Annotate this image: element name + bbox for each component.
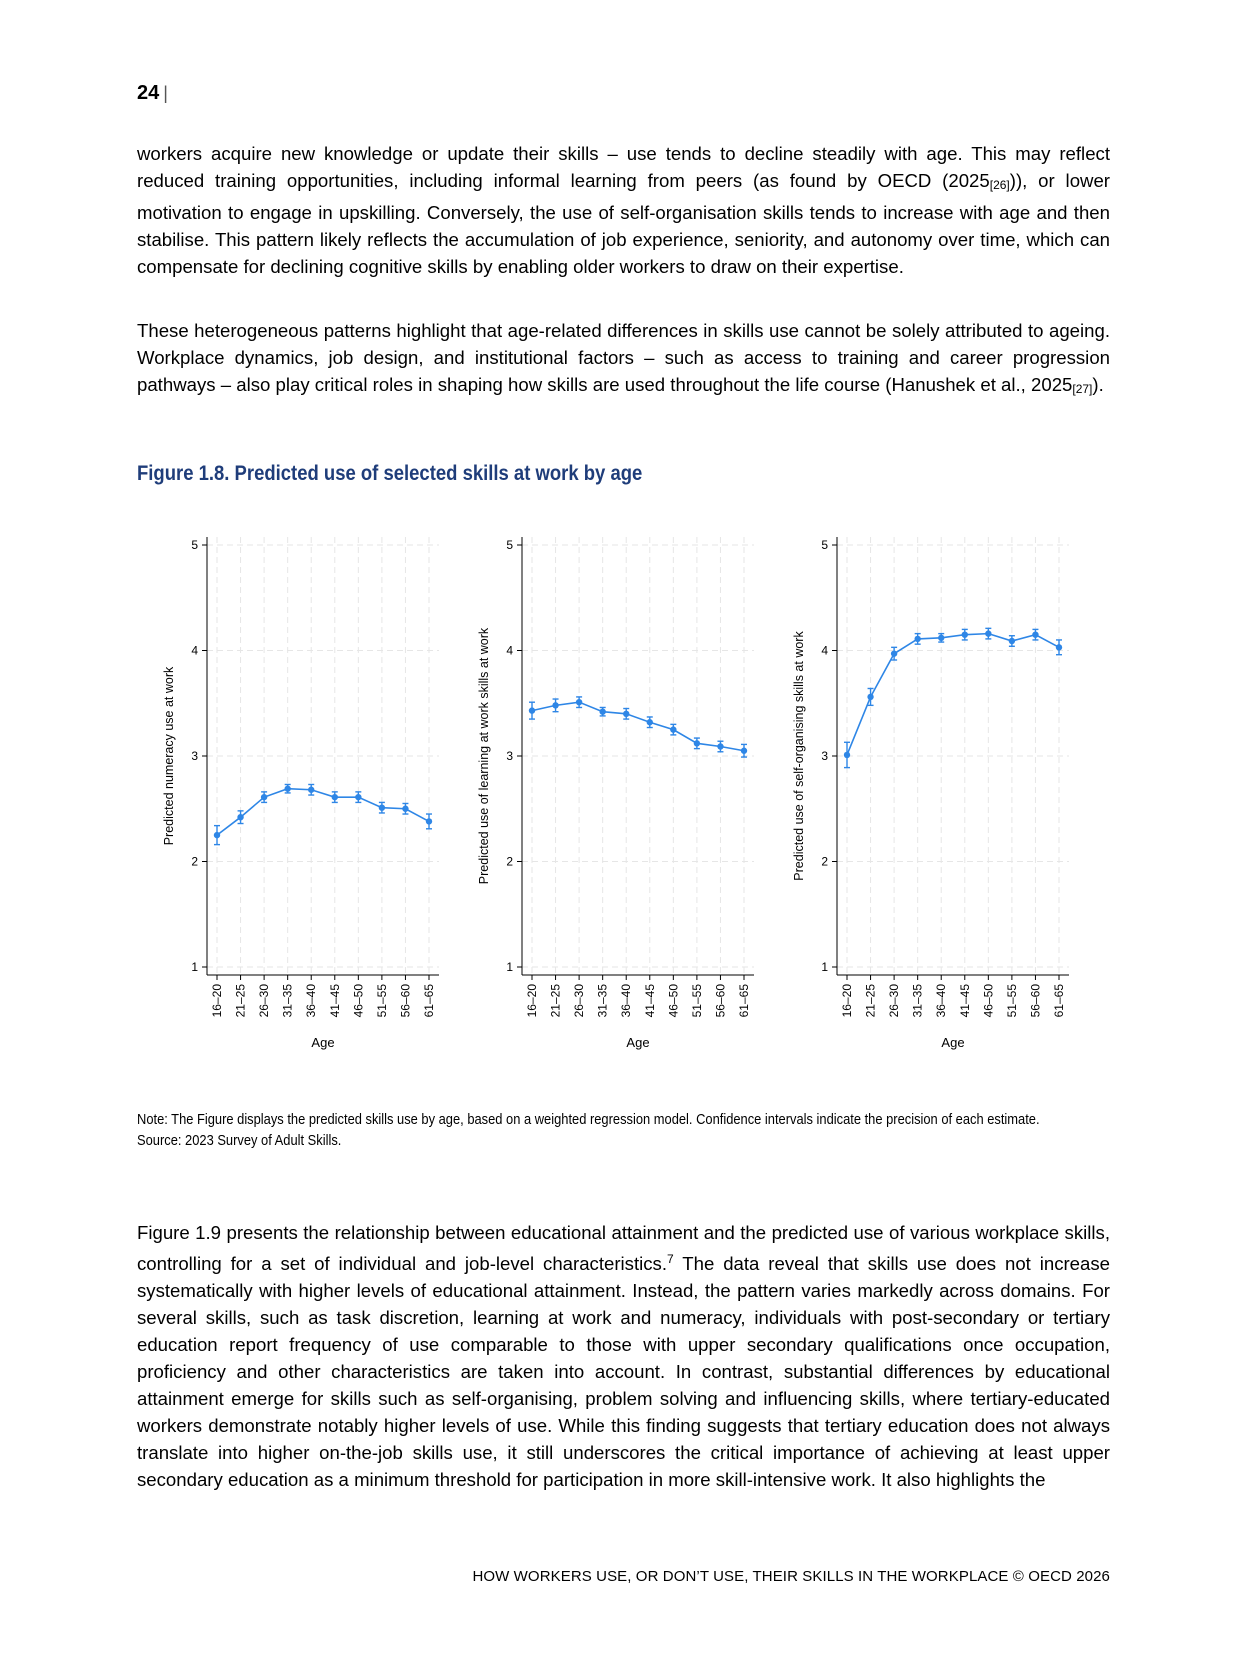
y-tick-label: 2: [191, 854, 198, 869]
x-tick-label: 16–20: [840, 984, 854, 1018]
data-point: [867, 694, 873, 700]
paragraph-text-run: Figure 1.9 presents the relationship between educational attainment and the predicted use of various workplace skills, controlling for a set of individual and job-level characteristics.: [137, 1222, 1110, 1275]
page-number-separator: |: [163, 83, 168, 103]
footnote-reference[interactable]: 7: [667, 1252, 674, 1266]
x-tick-label: 61–65: [1052, 984, 1066, 1018]
y-tick-label: 1: [191, 960, 198, 974]
x-tick-label: 46–50: [666, 984, 681, 1018]
y-tick-label: 4: [191, 643, 198, 658]
x-axis-label: Age: [311, 1035, 335, 1050]
data-point: [647, 719, 653, 725]
paragraph-text-run: ).: [1092, 374, 1104, 395]
x-axis-label: Age: [941, 1035, 965, 1050]
y-tick-label: 4: [821, 643, 828, 658]
data-point: [261, 794, 267, 800]
x-tick-label: 51–55: [1004, 984, 1019, 1018]
data-point: [741, 748, 747, 754]
data-point: [576, 699, 582, 705]
y-tick-label: 2: [506, 854, 513, 869]
x-tick-label: 26–30: [887, 984, 902, 1018]
data-point: [426, 818, 432, 824]
series-line: [532, 702, 744, 751]
body-paragraph-1: [137, 140, 1110, 280]
body-paragraph-2: [137, 317, 1110, 403]
figure-source: Source: 2023 Survey of Adult Skills.: [137, 1132, 342, 1149]
data-point: [891, 650, 897, 656]
data-point: [284, 786, 290, 792]
data-point: [1032, 631, 1038, 637]
y-axis-label: Predicted numeracy use at work: [162, 666, 176, 846]
citation-reference[interactable]: [26]: [989, 178, 1010, 192]
data-point: [529, 707, 535, 713]
paragraph-text-run: These heterogeneous patterns highlight that age-related differences in skills use cannot be solely attributed to ageing. Workplace dynamics, job design, and institutional factors – such as access to training and career progression pathways – also play critical roles in shaping how skills are used throughout the life course (Hanushek et al., 2025: [137, 320, 1110, 395]
data-point: [552, 702, 558, 708]
data-point: [914, 636, 920, 642]
chart-panel-1: [162, 537, 439, 1050]
x-tick-label: 56–60: [713, 984, 728, 1018]
data-point: [717, 743, 723, 749]
y-axis-label: Predicted use of learning at work skills at work: [477, 627, 491, 885]
body-paragraph-3: [137, 1219, 1110, 1493]
y-tick-label: 3: [506, 749, 513, 763]
y-axis-label: Predicted use of self-organising skills at work: [792, 631, 806, 881]
data-point: [985, 630, 991, 636]
y-tick-label: 2: [821, 854, 828, 869]
data-point: [623, 711, 629, 717]
x-tick-label: 36–40: [619, 984, 634, 1018]
x-tick-label: 41–45: [642, 984, 657, 1018]
x-tick-label: 61–65: [737, 984, 751, 1018]
x-tick-label: 61–65: [422, 984, 436, 1018]
series-line: [217, 789, 429, 835]
page-number: [137, 82, 168, 105]
x-tick-label: 51–55: [374, 984, 389, 1018]
y-tick-label: 1: [506, 960, 513, 974]
page-number-value: 24: [137, 82, 160, 104]
data-point: [694, 740, 700, 746]
x-tick-label: 16–20: [525, 984, 539, 1018]
data-point: [308, 787, 314, 793]
y-tick-label: 5: [506, 538, 513, 552]
x-tick-label: 31–35: [910, 984, 925, 1018]
figure-title: Figure 1.8. Predicted use of selected skills at work by age: [137, 462, 643, 485]
page-footer: HOW WORKERS USE, OR DON’T USE, THEIR SKILLS IN THE WORKPLACE © OECD 2026: [472, 1568, 1110, 1585]
y-tick-label: 5: [191, 538, 198, 552]
x-tick-label: 31–35: [595, 984, 610, 1018]
x-tick-label: 31–35: [280, 984, 295, 1018]
x-tick-label: 36–40: [934, 984, 949, 1018]
chart-panel-2: [477, 537, 754, 1050]
data-point: [332, 794, 338, 800]
x-tick-label: 51–55: [689, 984, 704, 1018]
x-tick-label: 41–45: [957, 984, 972, 1018]
x-tick-label: 16–20: [210, 984, 224, 1018]
citation-reference[interactable]: [27]: [1072, 382, 1093, 396]
paragraph-text-run: )), or lower motivation to engage in upskilling. Conversely, the use of self-organisation skills tends to increase with age and then stabilise. This pattern likely reflects the accumulation of job experience, seniority, and autonomy over time, which can compensate for declining cognitive skills by enabling older workers to draw on their expertise.: [137, 170, 1110, 277]
y-tick-label: 3: [821, 749, 828, 763]
data-point: [379, 804, 385, 810]
x-axis-label: Age: [626, 1035, 650, 1050]
x-tick-label: 21–25: [548, 984, 563, 1018]
paragraph-text-run: workers acquire new knowledge or update their skills – use tends to decline steadily with age. This may reflect reduced training opportunities, including informal learning from peers (as found by OECD (2025: [137, 143, 1110, 191]
data-point: [214, 832, 220, 838]
figure-note: Note: The Figure displays the predicted skills use by age, based on a weighted regression model. Confidence intervals indicate the precision of each estimate.: [137, 1111, 1040, 1128]
series-line: [847, 634, 1059, 755]
data-point: [670, 726, 676, 732]
y-tick-label: 1: [821, 960, 828, 974]
data-point: [962, 631, 968, 637]
x-tick-label: 26–30: [257, 984, 272, 1018]
data-point: [599, 708, 605, 714]
x-tick-label: 41–45: [327, 984, 342, 1018]
x-tick-label: 46–50: [351, 984, 366, 1018]
figure-charts: [137, 525, 1117, 1085]
y-tick-label: 4: [506, 643, 513, 658]
data-point: [844, 752, 850, 758]
x-tick-label: 36–40: [304, 984, 319, 1018]
x-tick-label: 56–60: [398, 984, 413, 1018]
x-tick-label: 56–60: [1028, 984, 1043, 1018]
data-point: [1009, 638, 1015, 644]
data-point: [402, 806, 408, 812]
x-tick-label: 21–25: [863, 984, 878, 1018]
figure-note-block: [137, 1109, 1117, 1151]
y-tick-label: 3: [191, 749, 198, 763]
x-tick-label: 21–25: [233, 984, 248, 1018]
y-tick-label: 5: [821, 538, 828, 552]
x-tick-label: 26–30: [572, 984, 587, 1018]
paragraph-text-run: The data reveal that skills use does not increase systematically with higher levels of educational attainment. Instead, the pattern varies markedly across domains. For several skills, such as task discretion, learning at work and numeracy, individuals with post-secondary or tertiary education report frequency of use comparable to those with upper secondary qualifications once occupation, proficiency and other characteristics are taken into account. In contrast, substantial differences by educational attainment emerge for skills such as self-organising, problem solving and influencing skills, where tertiary-educated workers demonstrate notably higher levels of use. While this finding suggests that tertiary education does not always translate into higher on-the-job skills use, it still underscores the critical importance of achieving at least upper secondary education as a minimum threshold for participation in more skill-intensive work. It also highlights the: [137, 1253, 1110, 1491]
x-tick-label: 46–50: [981, 984, 996, 1018]
data-point: [237, 814, 243, 820]
data-point: [1056, 644, 1062, 650]
chart-panel-3: [792, 537, 1069, 1050]
data-point: [938, 635, 944, 641]
data-point: [355, 794, 361, 800]
